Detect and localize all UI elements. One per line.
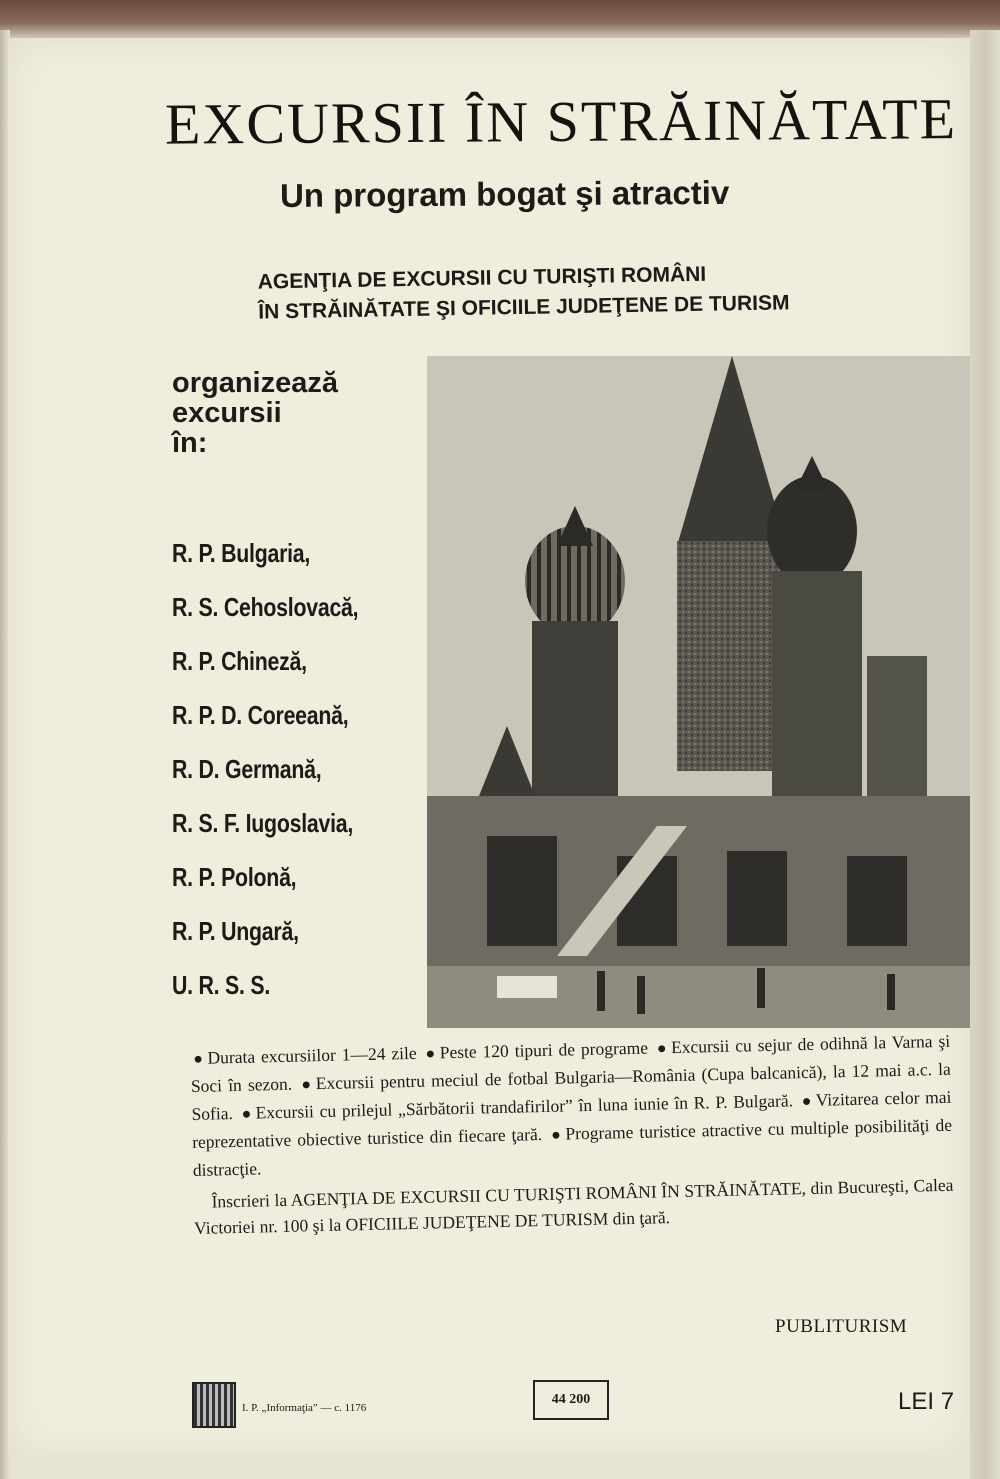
page-title: EXCURSII ÎN STRĂINĂTATE (164, 86, 958, 157)
bullet-icon: ● (301, 1076, 314, 1094)
detail-item: Programe turistice atractive cu multiple posibilităţi de distracţie. (192, 1114, 953, 1180)
registration-info: Înscrieri la AGENŢIA DE EXCURSII CU TURIŞTI ROMÂNI ÎN STRĂINĂTATE, din Bucureşti, Calea Victoriei nr. 100 şi la OFICIILE JUDEŢENE DE TURISM din ţară. (193, 1174, 954, 1238)
imprint-text: I. P. „Informaţia” — c. 1176 (242, 1402, 367, 1414)
book-binding (0, 0, 1000, 38)
country-item: R. P. Ungară, (172, 916, 299, 946)
country-item: R. S. F. Iugoslavia, (172, 808, 354, 838)
detail-item: Peste 120 tipuri de programe (439, 1037, 649, 1063)
agency-line-2: ÎN STRĂINĂTATE ŞI OFICIILE JUDEŢENE DE TURISM (258, 291, 790, 324)
country-item: R. P. Chineză, (172, 646, 307, 676)
country-item: R. P. Polonă, (172, 862, 297, 892)
country-item: R. S. Cehoslovacă, (172, 592, 359, 622)
page-subtitle: Un program bogat şi atractiv (279, 173, 730, 214)
right-page-edge (970, 30, 1000, 1479)
country-item: R. P. Bulgaria, (172, 538, 311, 568)
organize-line-1: organizează (172, 367, 338, 399)
cathedral-illustration (427, 356, 970, 1028)
page-footer (190, 1380, 960, 1440)
printer-logo-icon (192, 1382, 236, 1428)
organize-line-3: în: (172, 427, 208, 459)
bullet-icon: ● (801, 1092, 813, 1111)
country-item: R. P. D. Coreeană, (172, 700, 349, 730)
bullet-icon: ● (550, 1126, 563, 1144)
catalog-code: 44 200 (533, 1380, 609, 1420)
detail-item: Excursii pentru meciul de fotbal Bulgaria—România (Cupa balcanică), la 12 mai a.c. la Sofia. (191, 1058, 951, 1124)
publisher-signature: PUBLITURISM (775, 1316, 908, 1337)
bullet-icon: ● (193, 1050, 205, 1068)
cathedral-photo (427, 356, 970, 1028)
detail-item: Durata excursiilor 1—24 zile (207, 1042, 417, 1068)
bullet-icon: ● (425, 1045, 437, 1063)
agency-heading (258, 256, 899, 327)
bullet-icon: ● (241, 1105, 253, 1123)
detail-item: Vizitarea celor mai reprezentative obiective turistice din fiecare ţară. (191, 1086, 952, 1152)
organize-line-2: excursii (172, 397, 282, 429)
country-item: U. R. S. S. (172, 970, 271, 1000)
country-list (172, 538, 432, 1024)
agency-line-1: AGENŢIA DE EXCURSII CU TURIŞTI ROMÂNI (257, 262, 707, 294)
price-label: LEI 7 (898, 1388, 955, 1415)
details-paragraph (190, 1028, 954, 1241)
bullet-icon: ● (656, 1040, 669, 1058)
detail-item: Excursii cu prilejul „Sărbătorii trandafirilor” în luna iunie în R. P. Bulgară. (255, 1090, 794, 1123)
country-item: R. D. Germană, (172, 754, 322, 784)
organize-heading (172, 368, 422, 458)
detail-item: Excursii cu sejur de odihnă la Varna şi Soci în sezon. (190, 1030, 951, 1096)
